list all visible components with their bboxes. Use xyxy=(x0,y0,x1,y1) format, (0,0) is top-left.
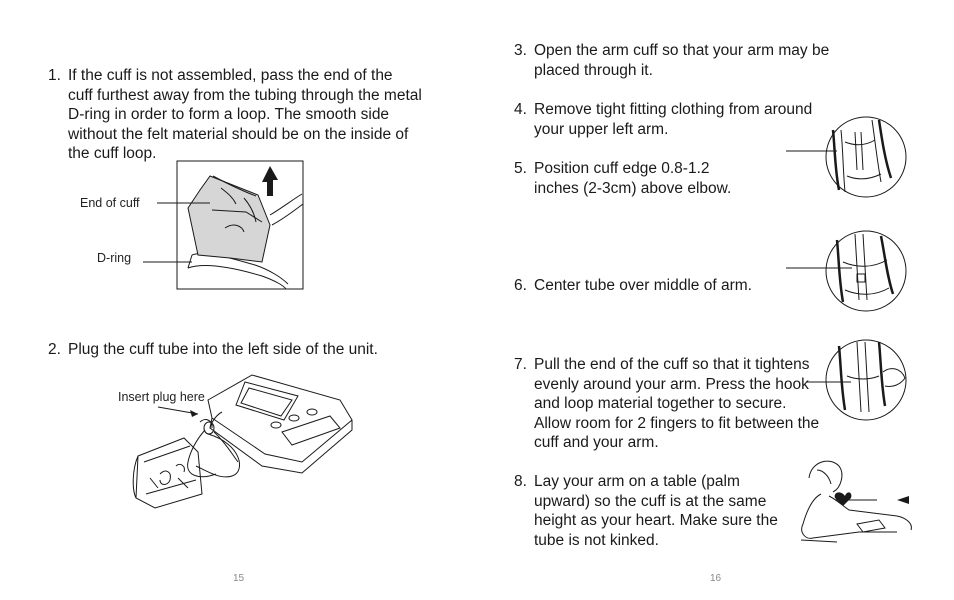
step-4-line: your upper left arm. xyxy=(534,120,669,138)
step-8-line: upward) so the cuff is at the same xyxy=(534,492,767,510)
step-5-line: inches (2-3cm) above elbow. xyxy=(534,179,732,197)
step-1-line: without the felt material should be on the inside of xyxy=(68,125,409,143)
step-1-line: the cuff loop. xyxy=(68,145,157,162)
step-4-line: Remove tight fitting clothing from around xyxy=(534,101,813,118)
step-1-line: cuff furthest away from the tubing through the metal xyxy=(68,86,422,104)
page-number-15: 15 xyxy=(233,573,245,584)
step-2-number: 2. xyxy=(48,341,61,358)
step-7-line: Pull the end of the cuff so that it tightens xyxy=(534,356,810,373)
step-5-line: Position cuff edge 0.8-1.2 xyxy=(534,160,710,177)
step-2-line: Plug the cuff tube into the left side of the unit. xyxy=(68,341,378,358)
d-ring-label: D-ring xyxy=(97,251,132,265)
arm-illustrations xyxy=(477,0,954,600)
step-8-line: height as your heart. Make sure the xyxy=(534,512,778,529)
step-7-line: evenly around your arm. Press the hook xyxy=(534,375,809,393)
step-7-number: 7. xyxy=(514,356,527,373)
insert-plug-label: Insert plug here xyxy=(118,390,205,404)
step-1-line: If the cuff is not assembled, pass the end of the xyxy=(68,67,393,84)
step-6-line: Center tube over middle of arm. xyxy=(534,277,752,294)
step-7-line: Allow room for 2 fingers to fit between the xyxy=(534,414,820,432)
step-5-number: 5. xyxy=(514,160,527,177)
right-page xyxy=(477,0,954,600)
step-4-number: 4. xyxy=(514,101,527,118)
step-3-line: placed through it. xyxy=(534,61,653,79)
step-1-line: D-ring in order to form a loop. The smooth side xyxy=(68,106,390,123)
step-7-line: cuff and your arm. xyxy=(534,434,659,451)
step-3-line: Open the arm cuff so that your arm may be xyxy=(534,42,830,59)
step-7-line: and loop material together to secure. xyxy=(534,395,787,412)
page-number-16: 16 xyxy=(710,573,722,584)
step-8-line: tube is not kinked. xyxy=(534,531,659,549)
step-3-number: 3. xyxy=(514,42,527,59)
end-of-cuff-label: End of cuff xyxy=(80,196,140,210)
step-1-number: 1. xyxy=(48,67,61,84)
step-8-number: 8. xyxy=(514,473,527,490)
step-8-line: Lay your arm on a table (palm xyxy=(534,473,740,490)
step-6-number: 6. xyxy=(514,277,527,294)
